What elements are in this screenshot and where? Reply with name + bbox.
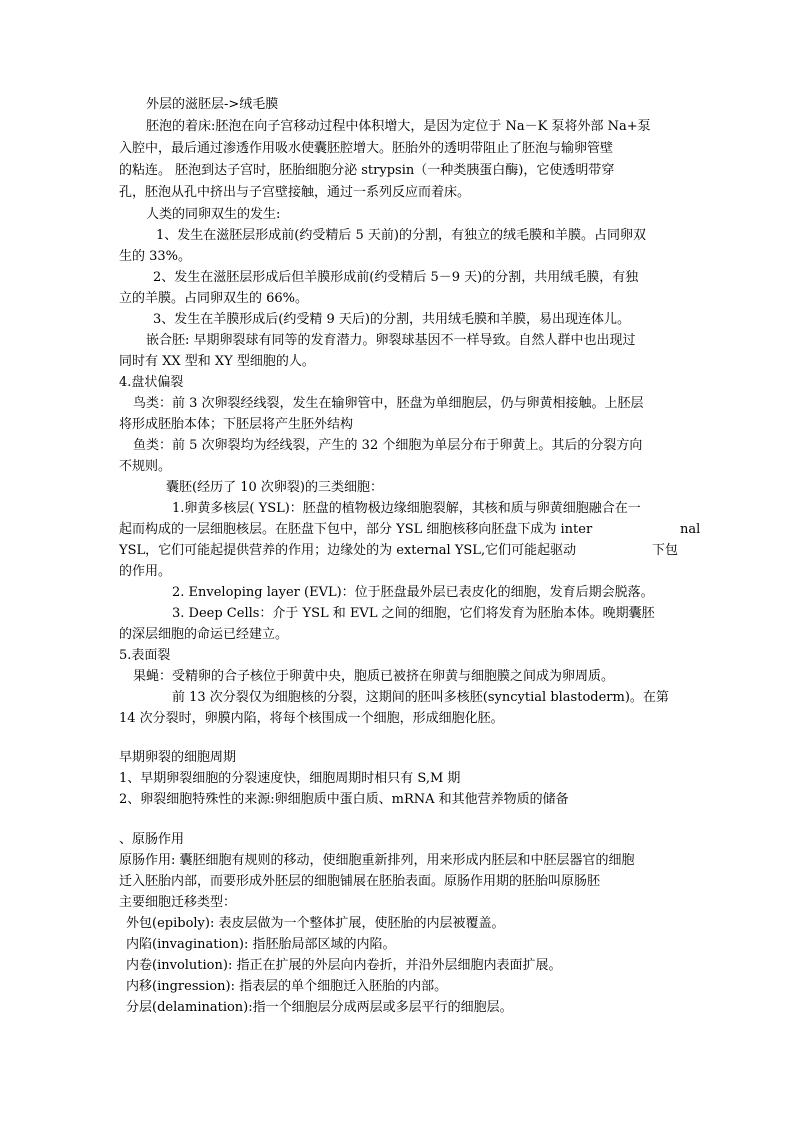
text-line: 的作用。 bbox=[119, 564, 172, 579]
text-line: 的深层细胞的命运已经建立。 bbox=[119, 627, 289, 642]
text-line: 1、发生在滋胚层形成前(约受精后 5 天前)的分割，有独立的绒毛膜和羊膜。占同卵双 bbox=[156, 228, 646, 243]
text-line: 迁入胚胎内部，而要形成外胚层的细胞铺展在胚胎表面。原肠作用期的胚胎叫原肠胚 bbox=[119, 874, 601, 889]
text-line: 将形成胚胎本体；下胚层将产生胚外结构 bbox=[119, 417, 354, 432]
text-line: 嵌合胚: 早期卵裂球有同等的发育潜力。卵裂球基因不一样导致。自然人群中也出现过 bbox=[146, 333, 636, 348]
text-line: 内陷(invagination): 指胚胎局部区域的内陷。 bbox=[126, 937, 396, 952]
text-line: 胚泡的着床:胚泡在向子宫移动过程中体积增大，是因为定位于 Na－K 泵将外部 Na+泵 bbox=[146, 119, 651, 134]
text-line: 1、早期卵裂细胞的分裂速度快，细胞周期时相只有 S,M 期 bbox=[119, 771, 461, 786]
text-line: 3、发生在羊膜形成后(约受精 9 天后)的分割，共用绒毛膜和羊膜，易出现连体儿。 bbox=[153, 312, 630, 327]
text-line: 起而构成的一层细胞核层。在胚盘下包中，部分 YSL 细胞核移向胚盘下成为 inter bbox=[119, 522, 593, 537]
text-line: 1.卵黄多核层( YSL)：胚盘的植物极边缘细胞裂解，其核和质与卵黄细胞融合在一 bbox=[172, 501, 641, 516]
text-fragment: 下包 bbox=[652, 543, 679, 558]
text-line: 2、卵裂细胞特殊性的来源:卵细胞质中蛋白质、mRNA 和其他营养物质的储备 bbox=[119, 792, 569, 807]
text-line: 立的羊膜。占同卵双生的 66%。 bbox=[119, 291, 309, 306]
text-line: 囊胚(经历了 10 次卵裂)的三类细胞： bbox=[166, 480, 383, 495]
text-line: 的粘连。 胚泡到达子宫时，胚胎细胞分泌 strypsin（一种类胰蛋白酶)，它使透明带穿 bbox=[119, 163, 615, 178]
text-line: YSL，它们可能起提供营养的作用；边缘处的为 external YSL,它们可能起驱动 bbox=[119, 543, 577, 558]
text-line: 原肠作用: 囊胚细胞有规则的移动，使细胞重新排列，用来形成内胚层和中胚层器官的细胞 bbox=[119, 853, 635, 868]
section-heading: 5.表面裂 bbox=[119, 648, 171, 663]
text-line: 生的 33%。 bbox=[119, 249, 192, 264]
text-line: 内卷(involution): 指正在扩展的外层向内卷折，并沿外层细胞内表面扩展。 bbox=[126, 958, 562, 973]
text-line: 前 13 次分裂仅为细胞核的分裂，这期间的胚叫多核胚(syncytial blastoderm)。在第 bbox=[172, 690, 669, 705]
text-line: 主要细胞迁移类型： bbox=[119, 895, 237, 910]
text-line: 分层(delamination):指一个细胞层分成两层或多层平行的细胞层。 bbox=[126, 1000, 513, 1015]
text-line: 同时有 XX 型和 XY 型细胞的人。 bbox=[119, 354, 315, 369]
text-line: 2. Enveloping layer (EVL)：位于胚盘最外层已表皮化的细胞，发育后期会脱落。 bbox=[172, 585, 654, 600]
text-line: 2、发生在滋胚层形成后但羊膜形成前(约受精后 5－9 天)的分割，共用绒毛膜，有独 bbox=[153, 270, 639, 285]
text-line: 鸟类：前 3 次卵裂经线裂，发生在输卵管中，胚盘为单细胞层，仍与卵黄相接触。上胚层 bbox=[133, 396, 644, 411]
text-line: 3. Deep Cells：介于 YSL 和 EVL 之间的细胞，它们将发育为胚胎本体。晚期囊胚 bbox=[172, 606, 655, 621]
text-line: 人类的同卵双生的发生: bbox=[146, 207, 281, 222]
text-line: 果蝇：受精卵的合子核位于卵黄中央，胞质已被挤在卵黄与细胞膜之间成为卵周质。 bbox=[133, 669, 615, 684]
text-line: 14 次分裂时，卵膜内陷，将每个核围成一个细胞，形成细胞化胚。 bbox=[119, 711, 504, 726]
section-heading: 早期卵裂的细胞周期 bbox=[119, 750, 237, 765]
section-heading: 、原肠作用 bbox=[119, 832, 185, 847]
text-line: 外包(epiboly): 表皮层做为一个整体扩展，使胚胎的内层被覆盖。 bbox=[126, 916, 505, 931]
text-fragment: nal bbox=[680, 522, 701, 537]
text-line: 不规则。 bbox=[119, 459, 172, 474]
section-heading: 4.盘状偏裂 bbox=[119, 375, 184, 390]
text-line: 鱼类：前 5 次卵裂均为经线裂，产生的 32 个细胞为单层分布于卵黄上。其后的分裂方向 bbox=[133, 438, 643, 453]
text-line: 孔，胚泡从孔中挤出与子宫壁接触，通过一系列反应而着床。 bbox=[119, 185, 471, 200]
text-line: 入腔中，最后通过渗透作用吸水使囊胚腔增大。胚胎外的透明带阻止了胚泡与输卵管壁 bbox=[119, 141, 614, 156]
text-line: 外层的滋胚层->绒毛膜 bbox=[146, 97, 279, 112]
text-line: 内移(ingression): 指表层的单个细胞迁入胚胎的内部。 bbox=[126, 979, 448, 994]
